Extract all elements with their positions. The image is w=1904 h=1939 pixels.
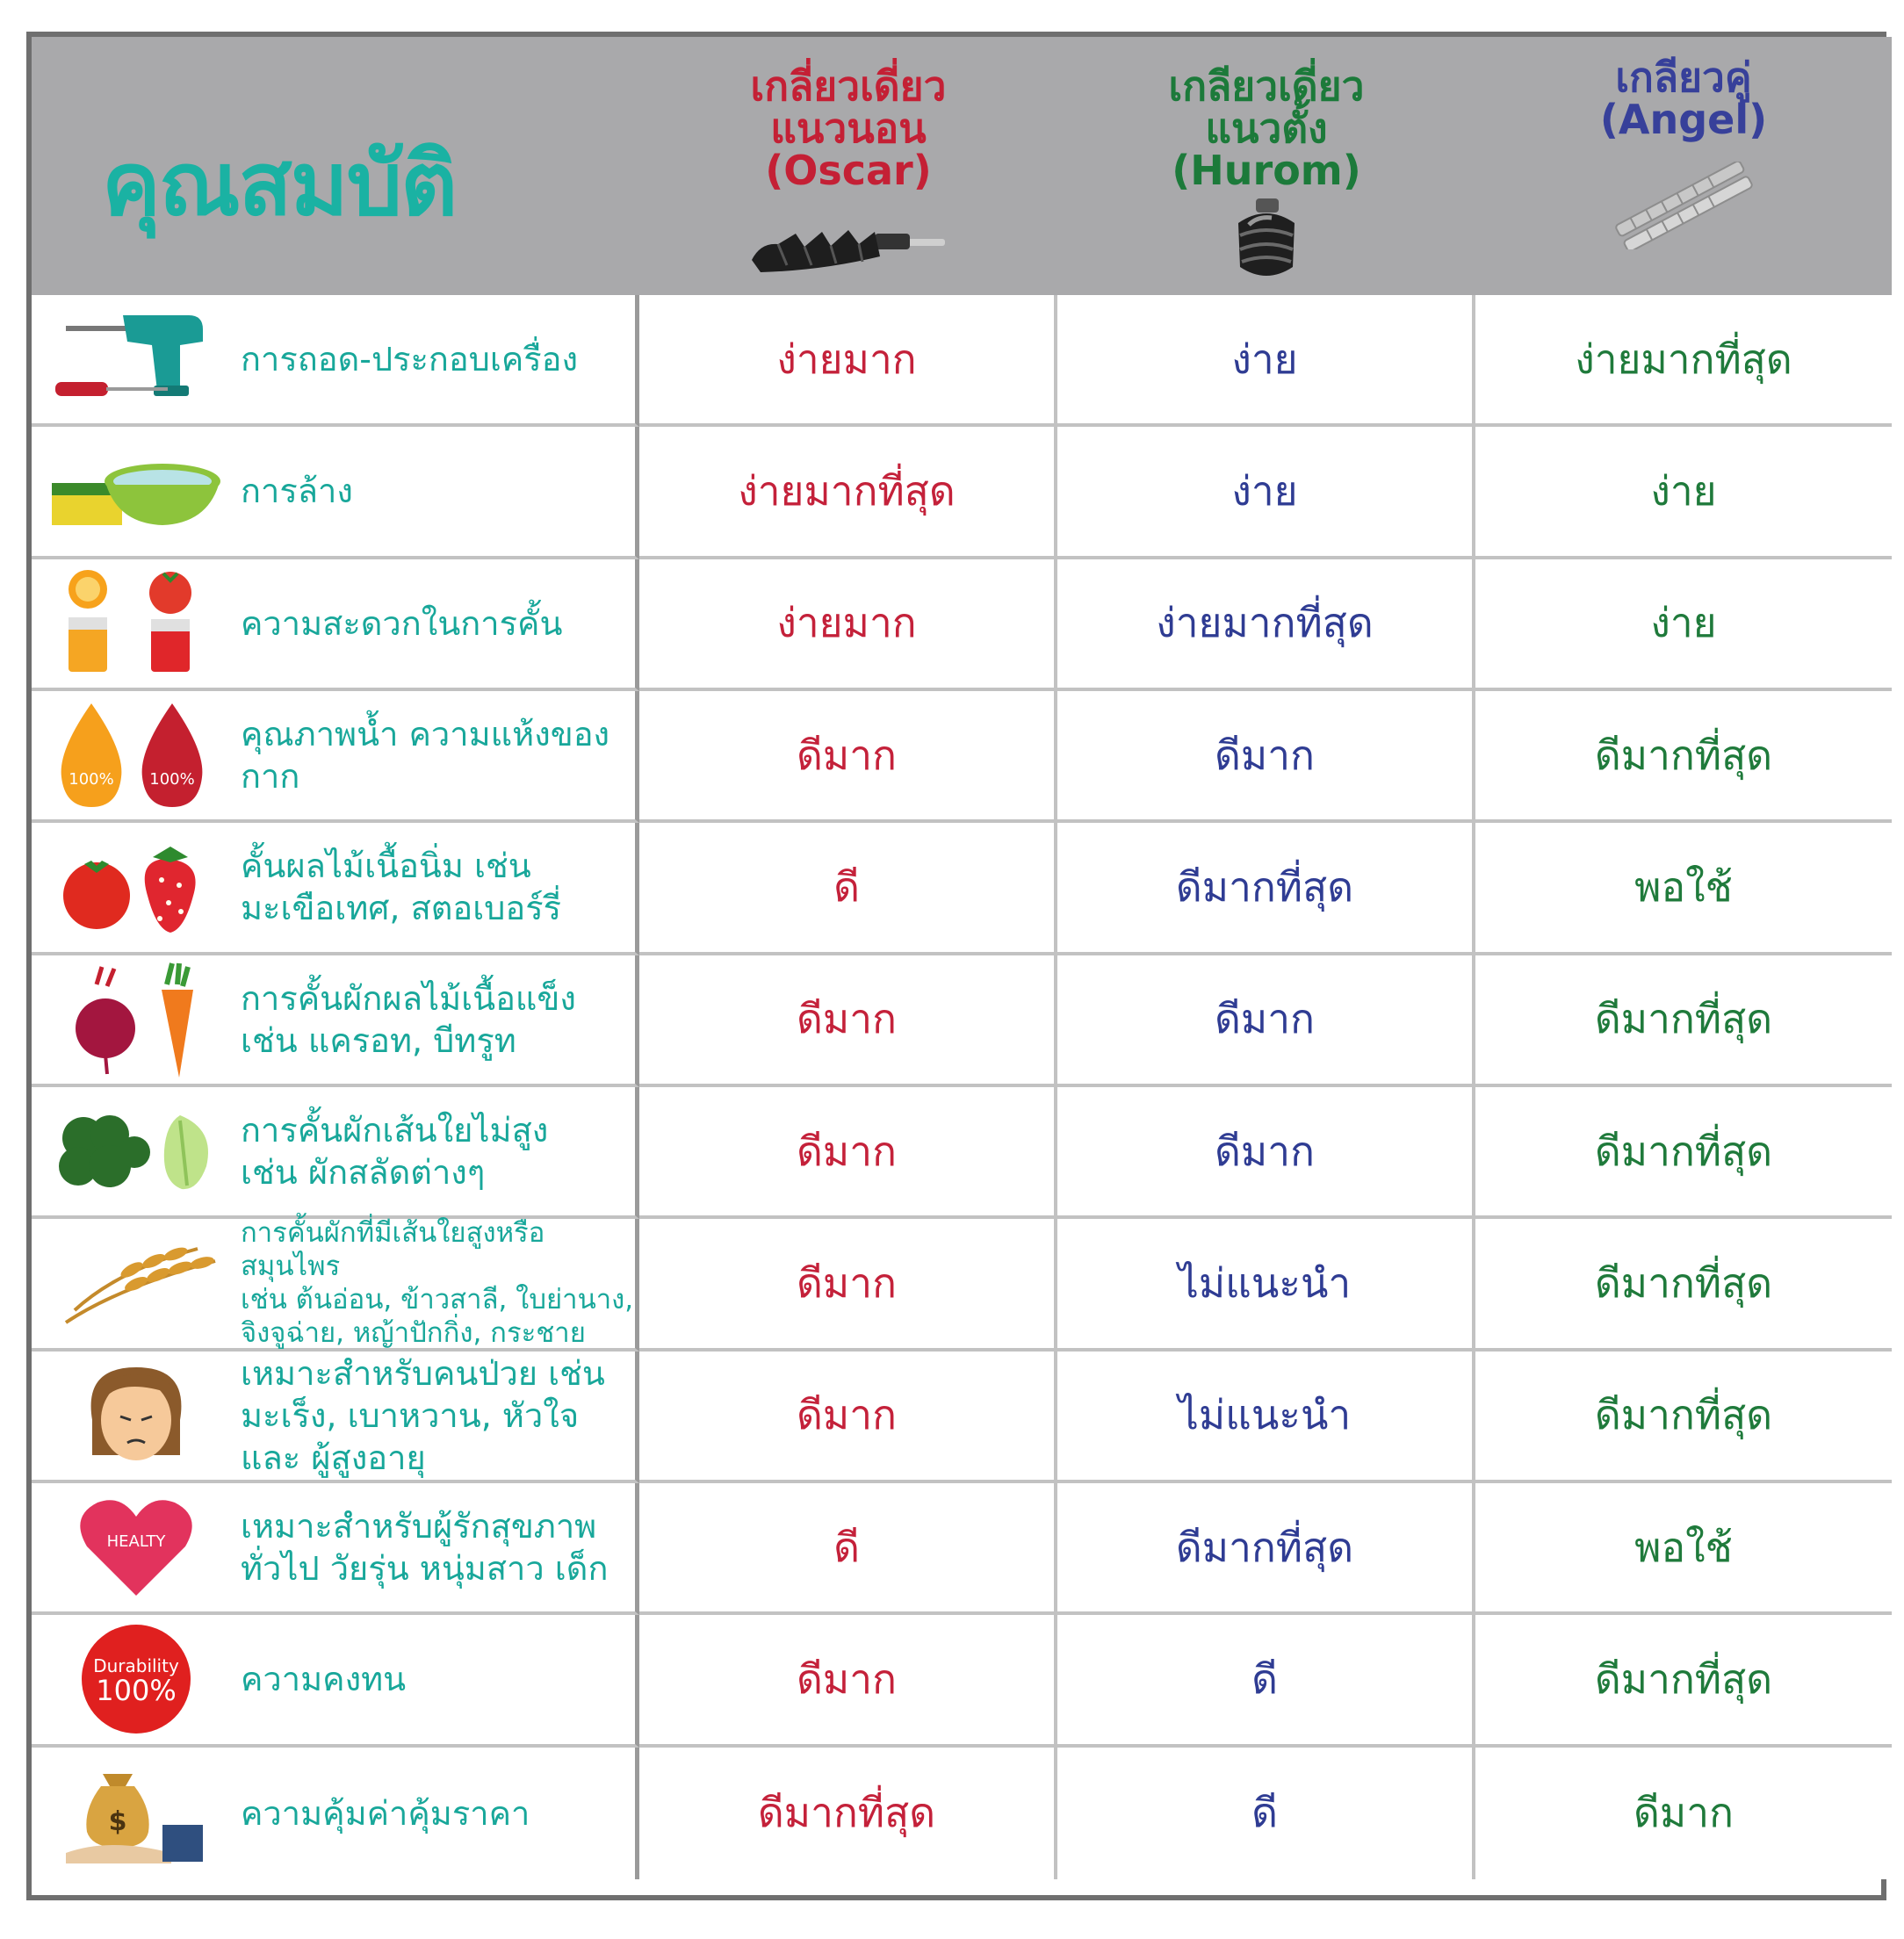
sick-person-icon [44, 1354, 228, 1477]
value-oscar-cell [639, 427, 1057, 559]
value-hurom: ไม่แนะนำ [1178, 1258, 1352, 1307]
header-hurom-line2: แนวตั้ง [1205, 105, 1328, 152]
feature-cell [32, 295, 639, 427]
feature-label: ความสะดวกในการคั้น [241, 603, 563, 643]
value-oscar: ดี [833, 862, 860, 911]
header-angel [1475, 37, 1892, 295]
feature-label: การคั้นผักเส้นใยไม่สูง เช่น ผักสลัดต่างๆ [241, 1111, 549, 1193]
svg-text:100%: 100% [69, 770, 114, 789]
value-oscar-cell [639, 1748, 1057, 1879]
value-angel: ดีมาก [1634, 1789, 1734, 1837]
value-angel-cell [1475, 823, 1892, 955]
value-hurom-cell [1057, 295, 1475, 427]
value-hurom: ดีมากที่สุด [1175, 862, 1354, 911]
orange-tomato-juice-icon [44, 562, 228, 685]
value-hurom-cell [1057, 1615, 1475, 1747]
value-hurom: ดีมาก [1215, 731, 1315, 779]
wheat-icon [44, 1222, 228, 1344]
value-angel-cell [1475, 1748, 1892, 1879]
comparison-table [26, 32, 1886, 1900]
feature-cell [32, 1615, 639, 1747]
value-oscar: ดีมาก [797, 731, 897, 779]
heart-icon [44, 1486, 228, 1609]
feature-label: เหมาะสำหรับคนป่วย เช่น มะเร็ง, เบาหวาน, หัวใจ และ ผู้สูงอายุ [241, 1353, 605, 1477]
value-oscar-cell [639, 559, 1057, 691]
value-oscar: ดีมาก [797, 1391, 897, 1439]
value-angel-cell [1475, 295, 1892, 427]
value-angel: ดีมากที่สุด [1594, 1654, 1773, 1703]
value-hurom-cell [1057, 823, 1475, 955]
feature-cell [32, 1219, 639, 1351]
value-oscar-cell [639, 295, 1057, 427]
value-angel-cell [1475, 1087, 1892, 1219]
header-oscar [639, 37, 1057, 295]
leafy-greens-icon [44, 1090, 228, 1213]
value-oscar-cell [639, 1615, 1057, 1747]
feature-label: เหมาะสำหรับผู้รักสุขภาพ ทั่วไป วัยรุ่น หนุ่มสาว เด็ก [241, 1507, 609, 1589]
tomato-strawberry-icon [44, 825, 228, 948]
value-angel: พอใช้ [1634, 862, 1733, 911]
beet-carrot-icon [44, 958, 228, 1081]
horizontal-auger-icon [743, 207, 954, 283]
feature-label: การคั้นผักที่มีเส้นใยสูงหรือสมุนไพร เช่น ต้นอ่อน, ข้าวสาลี, ใบย่านาง, จิงจูฉ่าย, หญ้าปักกิ่ง, กระชาย [241, 1217, 634, 1350]
value-hurom-cell [1057, 1748, 1475, 1879]
value-angel: ง่าย [1650, 599, 1717, 647]
value-angel-cell [1475, 1219, 1892, 1351]
feature-label: การล้าง [241, 472, 353, 511]
header-hurom-line1: เกลียวเดี่ยว [1168, 62, 1365, 110]
feature-cell [32, 427, 639, 559]
value-hurom: ง่าย [1231, 335, 1298, 383]
svg-text:$: $ [108, 1806, 127, 1837]
value-oscar: ง่ายมากที่สุด [738, 466, 956, 515]
value-oscar: ง่ายมาก [776, 599, 917, 647]
value-angel-cell [1475, 427, 1892, 559]
feature-cell [32, 1087, 639, 1219]
value-oscar: ดีมาก [797, 1258, 897, 1307]
feature-cell [32, 1483, 639, 1615]
value-angel-cell [1475, 1483, 1892, 1615]
twin-gear-icon [1596, 162, 1771, 249]
value-oscar-cell [639, 1352, 1057, 1483]
header-oscar-line2: แนวนอน [770, 105, 927, 152]
header-angel-line2: (Angel) [1599, 96, 1768, 143]
value-angel-cell [1475, 559, 1892, 691]
feature-cell [32, 823, 639, 955]
value-hurom: ง่าย [1231, 466, 1298, 515]
value-hurom: ดี [1251, 1789, 1278, 1837]
feature-label: คั้นผลไม้เนื้อนิ่ม เช่น มะเขือเทศ, สตอเบอร์รี่ [241, 847, 562, 928]
header-oscar-line1: เกลี่ยวเดี่ยว [750, 62, 947, 110]
value-hurom-cell [1057, 1483, 1475, 1615]
feature-cell [32, 559, 639, 691]
value-angel: ดีมากที่สุด [1594, 1391, 1773, 1439]
feature-label: ความคงทน [241, 1660, 407, 1699]
value-oscar-cell [639, 823, 1057, 955]
header-hurom-line3: (Hurom) [1172, 147, 1361, 194]
svg-text:HEALTY: HEALTY [106, 1532, 166, 1552]
svg-text:Durability: Durability [93, 1655, 179, 1677]
value-oscar: ดีมาก [797, 1127, 897, 1175]
juice-drops-icon [44, 694, 228, 817]
value-hurom-cell [1057, 955, 1475, 1087]
feature-cell [32, 1748, 639, 1879]
drill-screwdriver-icon [44, 298, 228, 421]
value-hurom: ดีมากที่สุด [1175, 1523, 1354, 1571]
feature-label: การคั้นผักผลไม้เนื้อแข็ง เช่น แครอท, บีทรูท [241, 978, 576, 1060]
value-oscar: ดี [833, 1523, 860, 1571]
value-angel: ดีมากที่สุด [1594, 1258, 1773, 1307]
feature-cell [32, 1352, 639, 1483]
durability-badge-icon [44, 1618, 228, 1741]
vertical-auger-icon [1222, 197, 1310, 285]
value-angel-cell [1475, 955, 1892, 1087]
feature-label: การถอด-ประกอบเครื่อง [241, 340, 579, 379]
value-oscar: ง่ายมาก [776, 335, 917, 383]
value-oscar-cell [639, 1087, 1057, 1219]
page-title: คุณสมบัติ [102, 133, 457, 235]
feature-cell [32, 955, 639, 1087]
value-hurom-cell [1057, 691, 1475, 823]
value-hurom-cell [1057, 1219, 1475, 1351]
value-hurom: ดี [1251, 1654, 1278, 1703]
header-angel-line1: เกลียวคู่ [1615, 54, 1752, 101]
value-hurom: ดีมาก [1215, 995, 1315, 1043]
value-hurom: ง่ายมากที่สุด [1156, 599, 1374, 647]
value-oscar: ดีมากที่สุด [757, 1789, 936, 1837]
value-oscar-cell [639, 955, 1057, 1087]
value-hurom-cell [1057, 1087, 1475, 1219]
value-hurom: ไม่แนะนำ [1178, 1391, 1352, 1439]
value-oscar-cell [639, 1483, 1057, 1615]
header-hurom [1057, 37, 1475, 295]
header-oscar-line3: (Oscar) [765, 147, 932, 194]
svg-text:100%: 100% [96, 1674, 177, 1708]
svg-text:100%: 100% [149, 770, 195, 789]
value-angel: ง่ายมากที่สุด [1575, 335, 1792, 383]
value-angel-cell [1475, 691, 1892, 823]
value-angel: พอใช้ [1634, 1523, 1733, 1571]
money-bag-icon [44, 1752, 228, 1875]
value-oscar: ดีมาก [797, 995, 897, 1043]
feature-label: ความคุ้มค่าคุ้มราคา [241, 1793, 530, 1833]
value-oscar-cell [639, 691, 1057, 823]
feature-label: คุณภาพน้ำ ความแห้งของกาก [241, 715, 610, 797]
value-hurom: ดีมาก [1215, 1127, 1315, 1175]
value-angel: ง่าย [1650, 466, 1717, 515]
value-angel-cell [1475, 1352, 1892, 1483]
value-angel: ดีมากที่สุด [1594, 1127, 1773, 1175]
sponge-basin-icon [44, 429, 228, 552]
value-hurom-cell [1057, 559, 1475, 691]
header-feature-cell [32, 37, 639, 295]
value-oscar-cell [639, 1219, 1057, 1351]
value-angel: ดีมากที่สุด [1594, 995, 1773, 1043]
value-oscar: ดีมาก [797, 1654, 897, 1703]
value-angel: ดีมากที่สุด [1594, 731, 1773, 779]
feature-cell [32, 691, 639, 823]
value-hurom-cell [1057, 427, 1475, 559]
value-hurom-cell [1057, 1352, 1475, 1483]
value-angel-cell [1475, 1615, 1892, 1747]
